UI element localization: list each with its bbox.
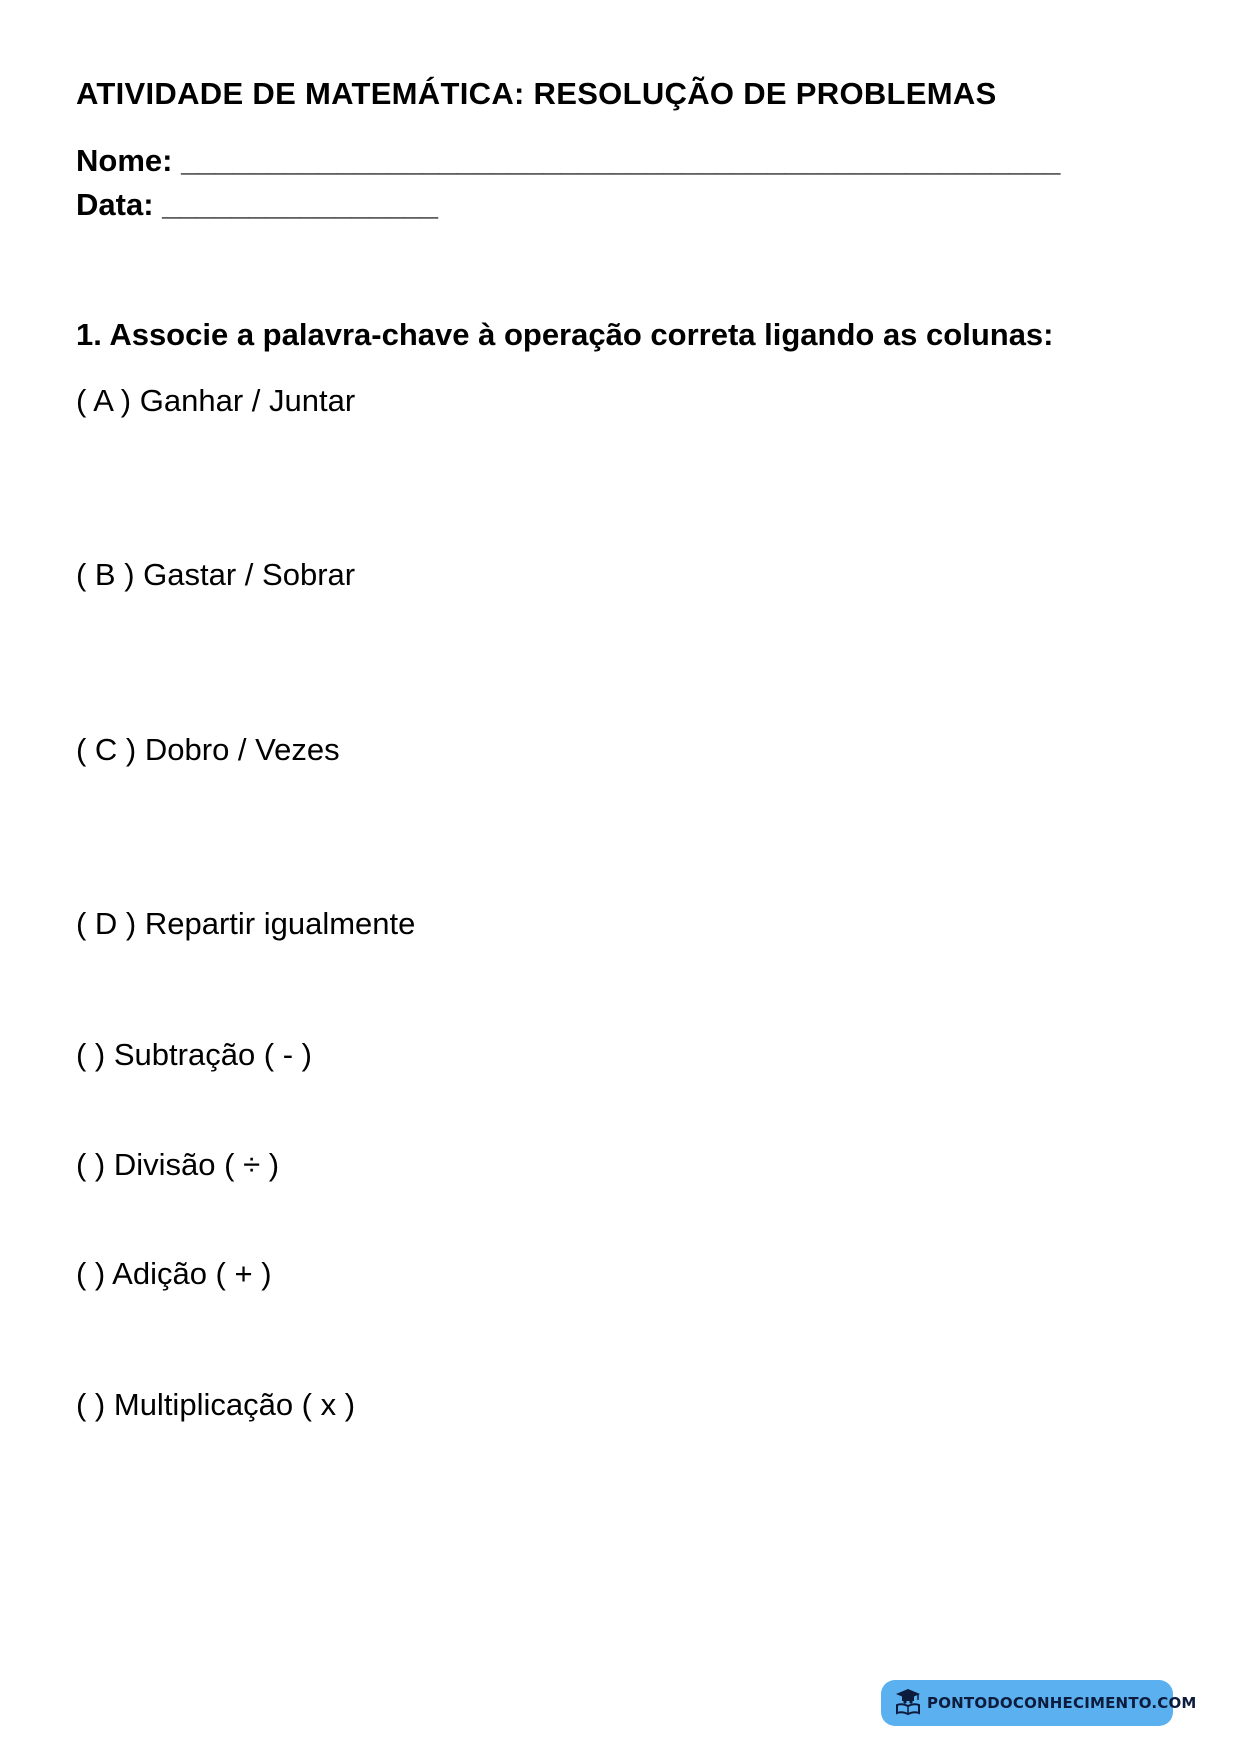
operation-item-division: ( ) Divisão ( ÷ ) [76, 1147, 280, 1182]
keyword-item-b: ( B ) Gastar / Sobrar [76, 557, 356, 592]
keyword-item-a: ( A ) Ganhar / Juntar [76, 383, 356, 418]
operation-item-multiplication: ( ) Multiplicação ( x ) [76, 1387, 356, 1422]
keyword-item-c: ( C ) Dobro / Vezes [76, 732, 340, 767]
operation-item-subtraction: ( ) Subtração ( - ) [76, 1037, 312, 1072]
date-field: Data: ________________ [76, 187, 438, 222]
keyword-item-d: ( D ) Repartir igualmente [76, 906, 416, 941]
site-badge-text: PONTODOCONHECIMENTO.COM [927, 1694, 1197, 1712]
question-1-prompt: 1. Associe a palavra-chave à operação correta ligando as colunas: [76, 317, 1054, 352]
name-field: Nome: ___________________________________________________ [76, 143, 1061, 178]
page-title: ATIVIDADE DE MATEMÁTICA: RESOLUÇÃO DE PROBLEMAS [76, 76, 997, 111]
graduation-book-icon [893, 1686, 923, 1721]
site-badge [881, 1680, 1197, 1726]
operation-item-addition: ( ) Adição ( + ) [76, 1256, 272, 1291]
